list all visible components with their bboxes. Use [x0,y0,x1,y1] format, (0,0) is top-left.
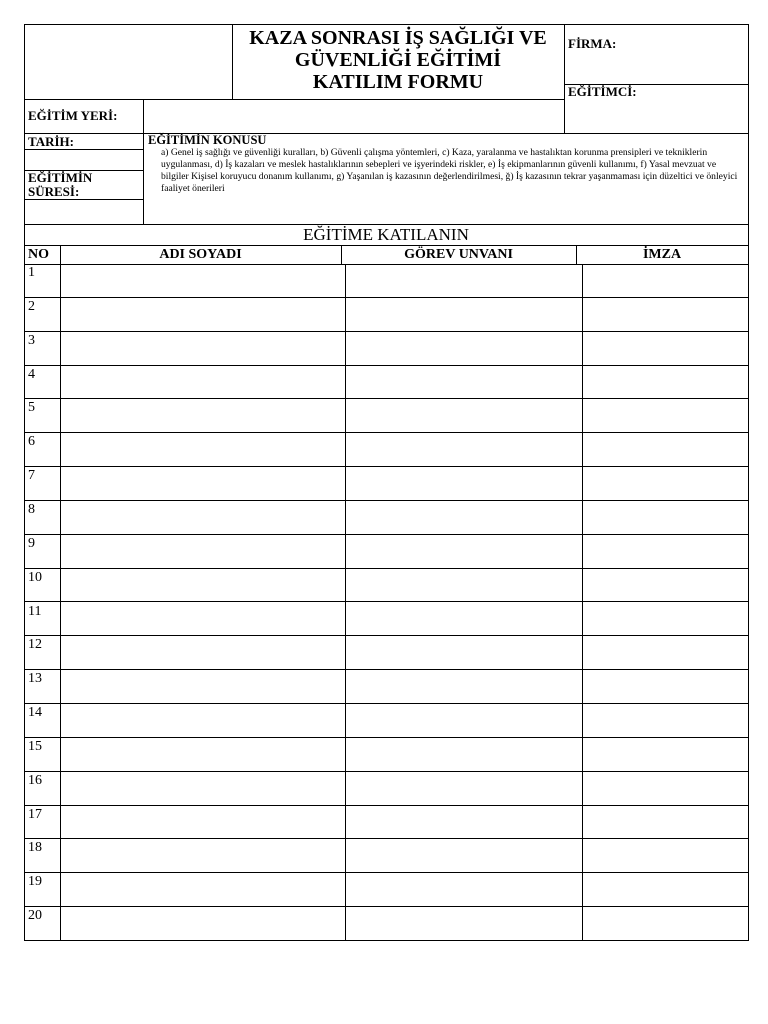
column-header-title: GÖREV UNVANI [404,247,513,262]
form-title-line: GÜVENLİĞİ EĞİTİMİ [294,49,502,71]
row-number: 16 [28,772,42,788]
table-row [24,569,748,603]
divider [24,149,144,150]
row-number: 13 [28,671,42,687]
table-row [24,806,748,840]
table-row [24,670,748,704]
table-row [24,738,748,772]
column-header-no: NO [28,247,49,262]
table-row [24,433,748,467]
row-number: 9 [28,535,35,551]
divider [143,99,144,224]
table-row [24,535,748,569]
row-number: 2 [28,298,35,314]
table-row [24,603,748,637]
egitim-yeri-label: EĞİTİM YERİ: [28,108,118,123]
firma-label: FİRMA: [568,36,617,51]
column-header-name: ADI SOYADI [159,247,242,262]
egitim-suresi-label [28,171,92,199]
divider [24,99,565,100]
row-number: 12 [28,637,42,653]
table-row [24,636,748,670]
row-number: 18 [28,840,42,856]
form-title [232,27,564,93]
table-row [24,839,748,873]
tarih-label: TARİH: [28,134,74,149]
table-row [24,298,748,332]
form-title-line: KAZA SONRASI İŞ SAĞLIĞI VE [249,27,547,49]
participants-heading: EĞİTİME KATILANIN [303,225,469,244]
row-number: 5 [28,400,35,416]
divider [24,199,144,200]
divider [24,133,749,134]
row-number: 8 [28,501,35,517]
row-number: 6 [28,434,35,450]
row-number: 7 [28,468,35,484]
egitimci-label: EĞİTİMCİ: [568,84,637,99]
row-number: 1 [28,265,35,280]
konu-body: a) Genel iş sağlığı ve güvenliği kuralları, b) Güvenli çalışma yöntemleri, c) Kaza, yaralanma ve hastalıktan korunma prensipleri ve tekniklerin uygulanması, d) İş kazaları ve meslek hastalıklarının sebepleri ve işyerindeki riskler, e) İş ekipmanlarının güvenli kullanımı, f) Yasal mevzuat ve bilgiler Kişisel koruyucu donanım kullanımı, g) Yaşanılan iş kazasının değerlendirilmesi, ğ) İş kazasının tekrar yaşanmaması için düzeltici ve önleyici faaliyet önerileri [161,147,738,194]
table-row [24,399,748,433]
divider [564,24,565,134]
table-row [24,704,748,738]
table-row [24,366,748,400]
row-number: 11 [28,603,42,619]
row-number: 14 [28,705,42,721]
form-title-line: KATILIM FORMU [312,71,484,93]
row-number: 3 [28,332,35,348]
table-row [24,264,748,298]
table-row [24,907,748,941]
table-row [24,501,748,535]
row-number: 10 [28,569,42,585]
egitim-suresi-line: EĞİTİMİN [28,170,93,185]
row-number: 19 [28,874,42,890]
table-row [24,467,748,501]
column-header-signature: İMZA [642,247,682,262]
table-row [24,873,748,907]
row-number: 4 [28,366,35,382]
row-number: 15 [28,738,42,754]
table-row [24,332,748,366]
konu-title: EĞİTİMİN KONUSU [148,133,267,147]
row-number: 17 [28,806,42,822]
table-row [24,772,748,806]
row-number: 20 [28,908,42,924]
egitim-suresi-line: SÜRESİ: [28,184,80,199]
